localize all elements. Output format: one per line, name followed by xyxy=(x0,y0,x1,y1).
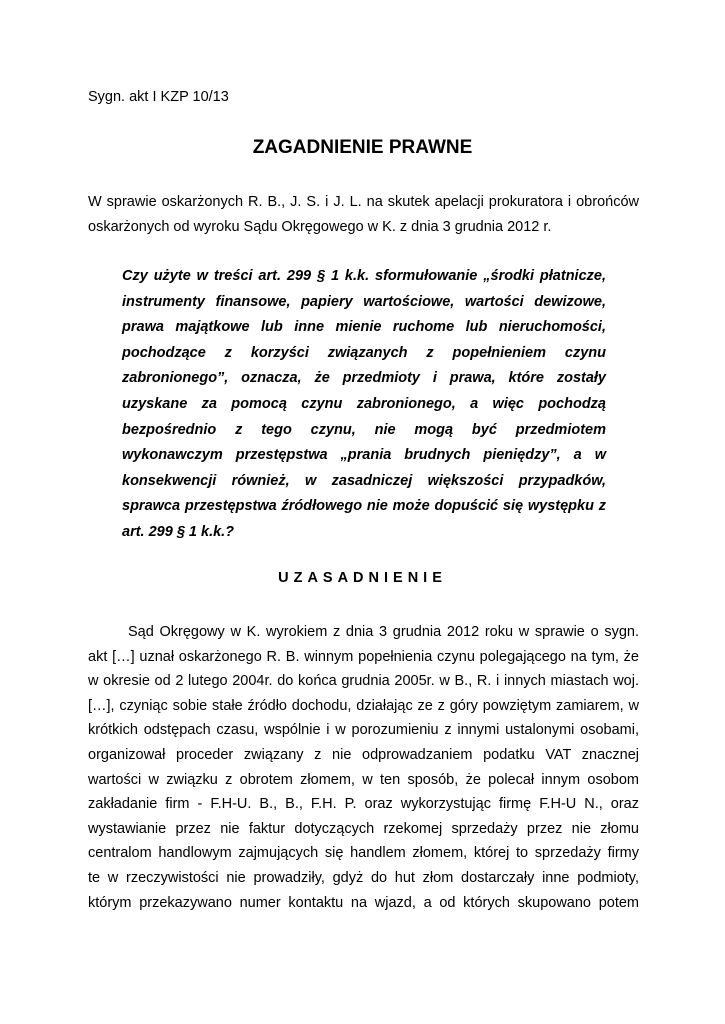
case-number: Sygn. akt I KZP 10/13 xyxy=(88,89,229,105)
section-heading: UZASADNIENIE xyxy=(278,570,447,586)
body-line: zakładanie firm - F.H-U. B., B., F.H. P. oraz wykorzystując firmę F.H-U N., oraz xyxy=(88,796,639,813)
question-line: sprawca przestępstwa źródłowego nie może dopuścić się występku z xyxy=(122,498,606,515)
question-line: uzyskane za pomocą czynu zabronionego, a więc pochodzą xyxy=(122,395,606,412)
body-line: Sąd Okręgowy w K. wyrokiem z dnia 3 grudnia 2012 roku w sprawie o sygn. xyxy=(128,624,639,640)
justification-paragraph xyxy=(88,620,639,915)
body-line: którym przekazywano numer kontaktu na wjazd, a od których skupowano potem xyxy=(88,894,639,911)
body-line: te w rzeczywistości nie prowadziły, gdyż do hut złom dostarczały inne podmioty, xyxy=(88,869,639,886)
question-line: pochodzące z korzyści związanych z popełnieniem czynu xyxy=(122,344,606,361)
body-line: krótkich odstępach czasu, wspólnie i w porozumieniu z innymi ustalonymi osobami, xyxy=(88,722,639,739)
question-line: prawa majątkowe lub inne mienie ruchome lub nieruchomości, xyxy=(122,319,606,336)
body-line: organizował proceder związany z nie odprowadzaniem podatku VAT znacznej xyxy=(88,746,639,763)
body-line: wystawianie przez nie faktur dotyczących rzekomej sprzedaży przez nie złomu xyxy=(88,820,639,837)
body-line: w okresie od 2 lutego 2004r. do końca grudnia 2005r. w B., R. i innych miastach woj. xyxy=(88,673,639,690)
body-line: akt […] uznał oskarżonego R. B. winnym popełnienia czynu polegającego na tym, że xyxy=(88,648,639,665)
question-line: wykonawczym przestępstwa „prania brudnych pieniędzy”, a w xyxy=(122,447,606,464)
intro-line: oskarżonych od wyroku Sądu Okręgowego w K. z dnia 3 grudnia 2012 r. xyxy=(88,218,552,235)
question-line: art. 299 § 1 k.k.? xyxy=(122,523,235,540)
question-line: Czy użyte w treści art. 299 § 1 k.k. sformułowanie „środki płatnicze, xyxy=(122,268,606,284)
legal-question xyxy=(122,264,606,546)
question-line: bezpośrednio z tego czynu, nie mogą być przedmiotem xyxy=(122,421,606,438)
document-title: ZAGADNIENIE PRAWNE xyxy=(252,137,473,158)
intro-line: W sprawie oskarżonych R. B., J. S. i J. L. na skutek apelacji prokuratora i obrońców xyxy=(88,194,639,210)
intro-paragraph xyxy=(88,190,639,239)
body-line: centralom handlowym zajmujących się handlem złomem, której to sprzedaży firmy xyxy=(88,845,639,862)
question-line: konsekwencji również, w zasadniczej większości przypadków, xyxy=(122,472,606,489)
body-line: wartości w związku z obrotem złomem, w ten sposób, że polecał innym osobom xyxy=(88,771,639,788)
body-line: […], czyniąc sobie stałe źródło dochodu, działając ze z góry powziętym zamiarem, w xyxy=(88,697,639,714)
question-line: zabronionego”, oznacza, że przedmioty i prawa, które zostały xyxy=(122,370,606,387)
question-line: instrumenty finansowe, papiery wartościowe, wartości dewizowe, xyxy=(122,293,606,310)
